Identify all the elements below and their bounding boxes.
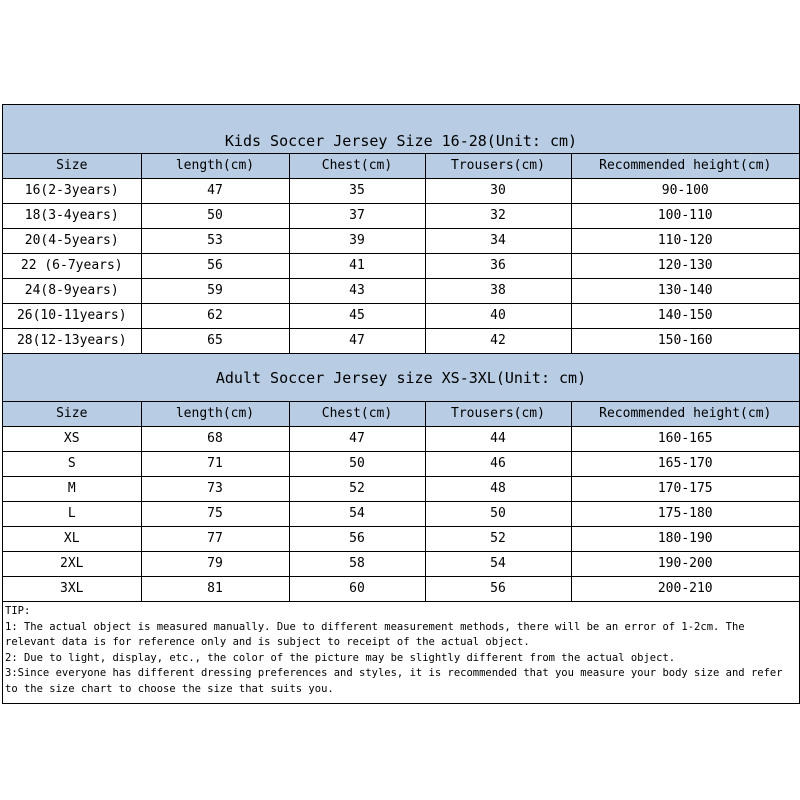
table-cell: 73 xyxy=(141,477,289,502)
table-cell: 54 xyxy=(425,552,571,577)
table-cell: 54 xyxy=(289,502,425,527)
table-cell: XS xyxy=(3,427,141,452)
table-row xyxy=(3,427,799,452)
column-header: Size xyxy=(3,154,141,179)
table-cell: 75 xyxy=(141,502,289,527)
table-cell: 65 xyxy=(141,329,289,354)
column-header: Chest(cm) xyxy=(289,402,425,427)
table-row xyxy=(3,304,799,329)
table-cell: 81 xyxy=(141,577,289,602)
table-cell: 90-100 xyxy=(571,179,799,204)
table-cell: M xyxy=(3,477,141,502)
table-cell: 68 xyxy=(141,427,289,452)
column-header: length(cm) xyxy=(141,154,289,179)
table-cell: 41 xyxy=(289,254,425,279)
table-cell: 52 xyxy=(425,527,571,552)
table-cell: 52 xyxy=(289,477,425,502)
table-cell: 59 xyxy=(141,279,289,304)
table-cell: 36 xyxy=(425,254,571,279)
column-header: length(cm) xyxy=(141,402,289,427)
table-cell: 165-170 xyxy=(571,452,799,477)
table-cell: 175-180 xyxy=(571,502,799,527)
table-cell: 56 xyxy=(425,577,571,602)
table-row xyxy=(3,229,799,254)
column-header: Trousers(cm) xyxy=(425,154,571,179)
table-cell: XL xyxy=(3,527,141,552)
table-cell: 46 xyxy=(425,452,571,477)
table-cell: 40 xyxy=(425,304,571,329)
table-cell: 47 xyxy=(289,427,425,452)
table-cell: 180-190 xyxy=(571,527,799,552)
adult-table-title: Adult Soccer Jersey size XS-3XL(Unit: cm) xyxy=(3,354,799,402)
table-cell: 62 xyxy=(141,304,289,329)
table-cell: S xyxy=(3,452,141,477)
table-cell: 38 xyxy=(425,279,571,304)
table-cell: 200-210 xyxy=(571,577,799,602)
table-cell: 160-165 xyxy=(571,427,799,452)
table-cell: 71 xyxy=(141,452,289,477)
kids-size-table xyxy=(3,154,799,354)
table-cell: 56 xyxy=(289,527,425,552)
table-row xyxy=(3,477,799,502)
tip-item: 1: The actual object is measured manually. Due to different measurement methods, there will be an error of 1-2cm. The relevant data is for reference only and is subject to receipt of the actual object. xyxy=(5,620,745,649)
table-row xyxy=(3,452,799,477)
tips-section xyxy=(3,602,799,704)
tips-heading: TIP: xyxy=(5,605,31,617)
adult-size-table xyxy=(3,402,799,602)
size-chart-sheet xyxy=(2,104,800,704)
table-cell: 32 xyxy=(425,204,571,229)
column-header: Recommended height(cm) xyxy=(571,154,799,179)
table-cell: 30 xyxy=(425,179,571,204)
table-cell: 22 (6-7years) xyxy=(3,254,141,279)
tip-item: 2: Due to light, display, etc., the color of the picture may be slightly different from the actual object. xyxy=(5,651,676,664)
table-cell: 2XL xyxy=(3,552,141,577)
table-cell: 42 xyxy=(425,329,571,354)
table-cell: 47 xyxy=(289,329,425,354)
table-cell: 45 xyxy=(289,304,425,329)
adult-header-row xyxy=(3,402,799,427)
table-cell: 24(8-9years) xyxy=(3,279,141,304)
table-cell: 79 xyxy=(141,552,289,577)
table-cell: 47 xyxy=(141,179,289,204)
table-cell: 16(2-3years) xyxy=(3,179,141,204)
table-cell: 26(10-11years) xyxy=(3,304,141,329)
table-row xyxy=(3,577,799,602)
table-cell: 18(3-4years) xyxy=(3,204,141,229)
table-cell: 58 xyxy=(289,552,425,577)
table-row xyxy=(3,204,799,229)
table-cell: 77 xyxy=(141,527,289,552)
tip-item: 3:Since everyone has different dressing preferences and styles, it is recommended that you measure your body size and refer to the size chart to choose the size that suits you. xyxy=(5,667,783,695)
column-header: Trousers(cm) xyxy=(425,402,571,427)
table-cell: 120-130 xyxy=(571,254,799,279)
table-row xyxy=(3,254,799,279)
table-row xyxy=(3,502,799,527)
table-row xyxy=(3,329,799,354)
column-header: Size xyxy=(3,402,141,427)
table-cell: 110-120 xyxy=(571,229,799,254)
table-cell: 100-110 xyxy=(571,204,799,229)
table-cell: 140-150 xyxy=(571,304,799,329)
table-row xyxy=(3,179,799,204)
table-cell: 37 xyxy=(289,204,425,229)
table-cell: 20(4-5years) xyxy=(3,229,141,254)
column-header: Recommended height(cm) xyxy=(571,402,799,427)
table-cell: 39 xyxy=(289,229,425,254)
table-cell: 3XL xyxy=(3,577,141,602)
table-cell: 170-175 xyxy=(571,477,799,502)
table-cell: 190-200 xyxy=(571,552,799,577)
table-cell: 60 xyxy=(289,577,425,602)
table-cell: 44 xyxy=(425,427,571,452)
table-cell: 56 xyxy=(141,254,289,279)
table-cell: L xyxy=(3,502,141,527)
table-row xyxy=(3,552,799,577)
table-row xyxy=(3,279,799,304)
table-row xyxy=(3,527,799,552)
table-cell: 50 xyxy=(289,452,425,477)
table-cell: 150-160 xyxy=(571,329,799,354)
table-cell: 53 xyxy=(141,229,289,254)
table-cell: 35 xyxy=(289,179,425,204)
table-cell: 28(12-13years) xyxy=(3,329,141,354)
table-cell: 50 xyxy=(425,502,571,527)
table-cell: 50 xyxy=(141,204,289,229)
table-cell: 43 xyxy=(289,279,425,304)
table-cell: 34 xyxy=(425,229,571,254)
column-header: Chest(cm) xyxy=(289,154,425,179)
kids-header-row xyxy=(3,154,799,179)
table-cell: 130-140 xyxy=(571,279,799,304)
kids-table-title: Kids Soccer Jersey Size 16-28(Unit: cm) xyxy=(3,105,799,154)
table-cell: 48 xyxy=(425,477,571,502)
